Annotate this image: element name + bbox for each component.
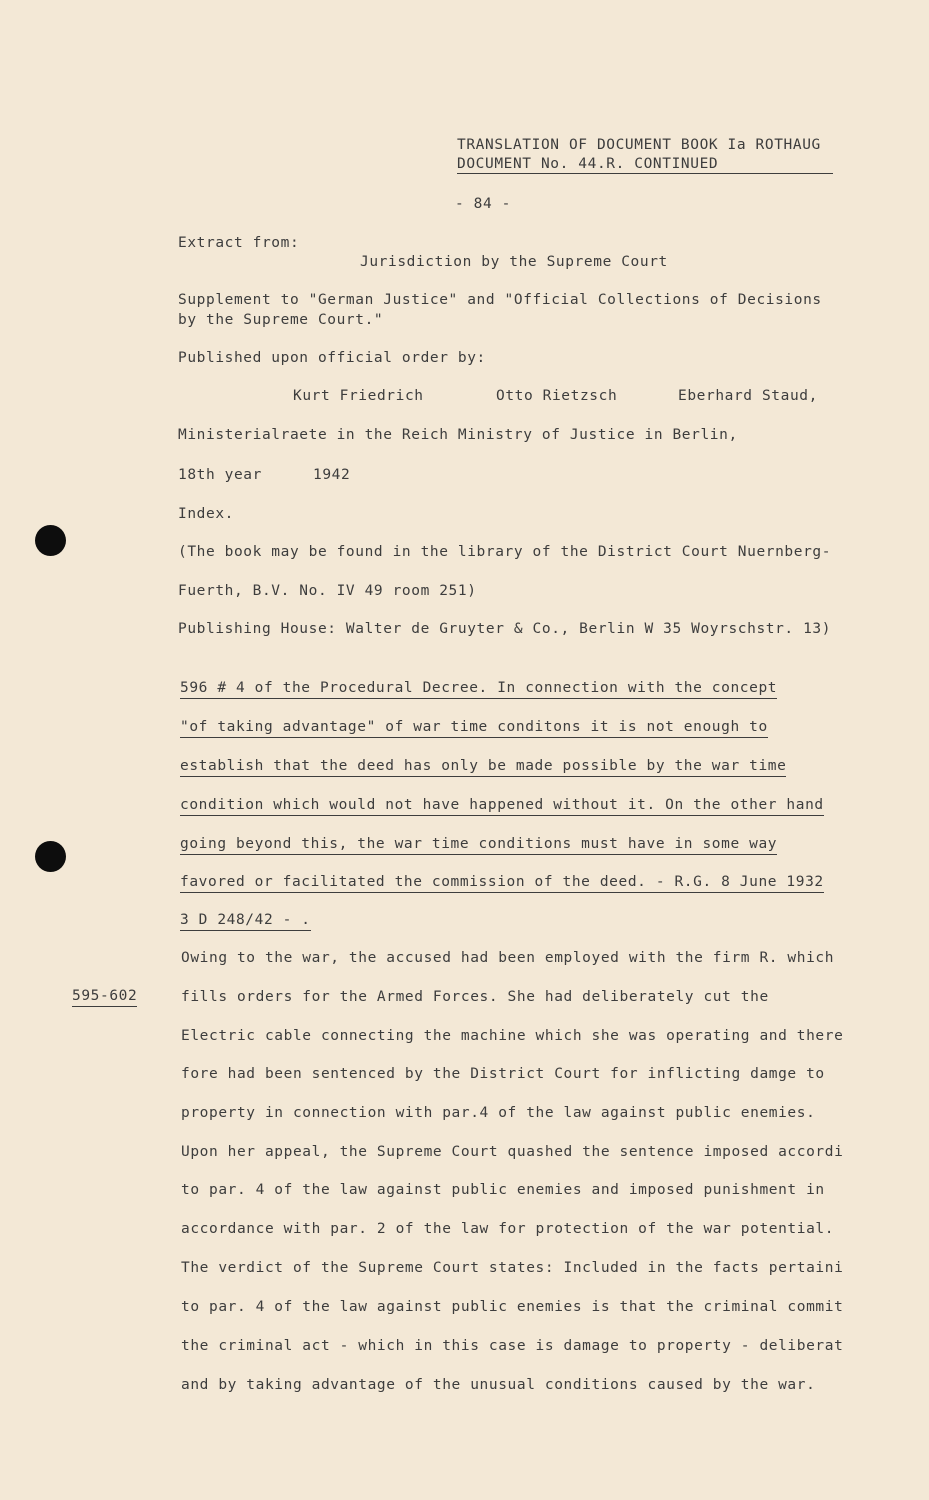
- body-line: accordance with par. 2 of the law for protection of the war potential.: [181, 1221, 835, 1237]
- publisher-line: Publishing House: Walter de Gruyter & Co., Berlin W 35 Woyrschstr. 13): [178, 621, 832, 637]
- body-line: Owing to the war, the accused had been employed with the firm R. which: [181, 950, 835, 966]
- extract-label: Extract from:: [178, 235, 300, 251]
- margin-reference: 595-602: [72, 987, 137, 1007]
- editor-name: Otto Rietzsch: [496, 388, 618, 404]
- body-line: to par. 4 of the law against public enemies and imposed punishment in: [181, 1182, 825, 1198]
- body-line: fore had been sentenced by the District Court for inflicting damge to: [181, 1066, 825, 1082]
- header-document-line: DOCUMENT No. 44.R. CONTINUED: [457, 156, 719, 172]
- ministry-line: Ministerialraete in the Reich Ministry of Justice in Berlin,: [178, 427, 738, 443]
- body-line: and by taking advantage of the unusual conditions caused by the war.: [181, 1377, 816, 1393]
- body-line: Upon her appeal, the Supreme Court quashed the sentence imposed accordi: [181, 1144, 844, 1160]
- body-line: Electric cable connecting the machine which she was operating and there: [181, 1028, 844, 1044]
- body-line: fills orders for the Armed Forces. She had deliberately cut the: [181, 989, 769, 1005]
- entry-line: "of taking advantage" of war time conditons it is not enough to: [180, 718, 768, 738]
- entry-line: condition which would not have happened without it. On the other hand: [180, 796, 824, 816]
- year-value: 1942: [313, 467, 351, 483]
- header-rule: [457, 173, 833, 174]
- entry-line: 3 D 248/42 - .: [180, 911, 311, 931]
- editor-name: Eberhard Staud,: [678, 388, 818, 404]
- punch-hole: [35, 525, 66, 556]
- body-line: the criminal act - which in this case is damage to property - deliberat: [181, 1338, 844, 1354]
- published-by: Published upon official order by:: [178, 350, 486, 366]
- entry-line: establish that the deed has only be made possible by the war time: [180, 757, 786, 777]
- header-title-line: TRANSLATION OF DOCUMENT BOOK Ia ROTHAUG: [457, 137, 821, 153]
- entry-line: favored or facilitated the commission of the deed. - R.G. 8 June 1932: [180, 873, 824, 893]
- year-label: 18th year: [178, 467, 262, 483]
- page-number: - 84 -: [455, 196, 511, 212]
- library-line-1: (The book may be found in the library of the District Court Nuernberg-: [178, 544, 832, 560]
- supplement-line-2: by the Supreme Court.": [178, 312, 384, 328]
- library-line-2: Fuerth, B.V. No. IV 49 room 251): [178, 583, 477, 599]
- entry-line: going beyond this, the war time conditions must have in some way: [180, 835, 777, 855]
- editor-name: Kurt Friedrich: [293, 388, 424, 404]
- entry-line: 596 # 4 of the Procedural Decree. In connection with the concept: [180, 679, 777, 699]
- supplement-line-1: Supplement to "German Justice" and "Official Collections of Decisions: [178, 292, 822, 308]
- extract-title: Jurisdiction by the Supreme Court: [360, 254, 668, 270]
- body-line: property in connection with par.4 of the law against public enemies.: [181, 1105, 816, 1121]
- index-label: Index.: [178, 506, 234, 522]
- punch-hole: [35, 841, 66, 872]
- body-line: The verdict of the Supreme Court states: Included in the facts pertaini: [181, 1260, 844, 1276]
- body-line: to par. 4 of the law against public enemies is that the criminal commit: [181, 1299, 844, 1315]
